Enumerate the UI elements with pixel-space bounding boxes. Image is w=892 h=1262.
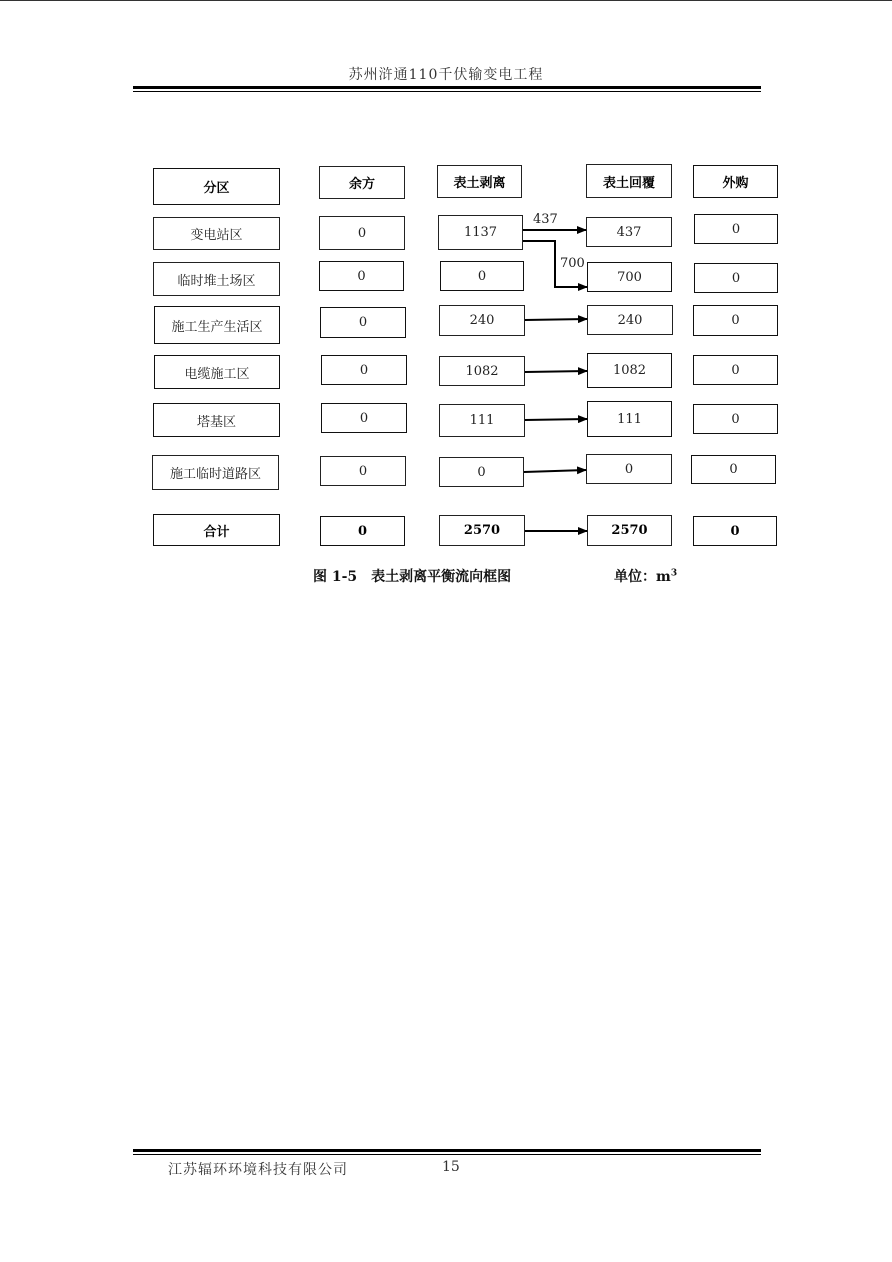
column-header-zone: 分区 xyxy=(153,168,280,205)
stripping-cell: 0 xyxy=(440,261,524,291)
purchase-cell: 0 xyxy=(693,305,778,336)
total-zone-cell: 合计 xyxy=(153,514,280,546)
flow-arrow xyxy=(525,419,587,420)
figure-caption: 图 1-5 表土剥离平衡流向框图 xyxy=(313,569,512,585)
surplus-cell: 0 xyxy=(321,355,407,385)
column-header-stripping: 表土剥离 xyxy=(437,165,522,198)
backfill-cell: 1082 xyxy=(587,353,672,388)
backfill-cell: 240 xyxy=(587,305,673,335)
zone-cell: 变电站区 xyxy=(153,217,280,250)
unit-label: 单位：m xyxy=(614,569,671,585)
stripping-cell: 240 xyxy=(439,305,525,336)
zone-cell: 施工生产生活区 xyxy=(154,306,280,344)
purchase-cell: 0 xyxy=(691,455,776,484)
unit-caption xyxy=(614,566,677,586)
stripping-cell: 0 xyxy=(439,457,524,487)
unit-superscript: 3 xyxy=(670,568,678,579)
purchase-cell: 0 xyxy=(693,355,778,385)
backfill-cell: 437 xyxy=(586,217,672,247)
surplus-cell: 0 xyxy=(320,456,406,486)
flow-arrow xyxy=(524,470,586,472)
page-number: 15 xyxy=(442,1159,460,1175)
zone-cell: 临时堆土场区 xyxy=(153,262,280,296)
flow-label: 437 xyxy=(533,212,558,227)
total-purchase-cell: 0 xyxy=(693,516,777,546)
flow-arrow xyxy=(525,319,587,320)
zone-cell: 施工临时道路区 xyxy=(152,455,279,490)
surplus-cell: 0 xyxy=(319,261,404,291)
surplus-cell: 0 xyxy=(321,403,407,433)
column-header-surplus: 余方 xyxy=(319,166,405,199)
total-stripping-cell: 2570 xyxy=(439,515,525,546)
footer-rule-thin xyxy=(133,1154,761,1155)
flow-arrow xyxy=(525,371,587,372)
purchase-cell: 0 xyxy=(694,214,778,244)
stripping-cell: 111 xyxy=(439,404,525,437)
zone-cell: 塔基区 xyxy=(153,403,280,437)
footer-rule-thick xyxy=(133,1149,761,1152)
page-header-title: 苏州浒通110千伏输变电工程 xyxy=(348,67,544,83)
stripping-cell: 1137 xyxy=(438,215,523,250)
stripping-cell: 1082 xyxy=(439,356,525,386)
footer-company: 江苏辐环环境科技有限公司 xyxy=(168,1162,348,1178)
backfill-cell: 700 xyxy=(587,262,672,292)
purchase-cell: 0 xyxy=(694,263,778,293)
surplus-cell: 0 xyxy=(319,216,405,250)
purchase-cell: 0 xyxy=(693,404,778,434)
total-backfill-cell: 2570 xyxy=(587,515,672,546)
zone-cell: 电缆施工区 xyxy=(154,355,280,389)
backfill-cell: 111 xyxy=(587,401,672,437)
column-header-purchase: 外购 xyxy=(693,165,778,198)
backfill-cell: 0 xyxy=(586,454,672,484)
column-header-backfill: 表土回覆 xyxy=(586,164,672,198)
total-surplus-cell: 0 xyxy=(320,516,405,546)
surplus-cell: 0 xyxy=(320,307,406,338)
flow-label: 700 xyxy=(560,256,585,271)
